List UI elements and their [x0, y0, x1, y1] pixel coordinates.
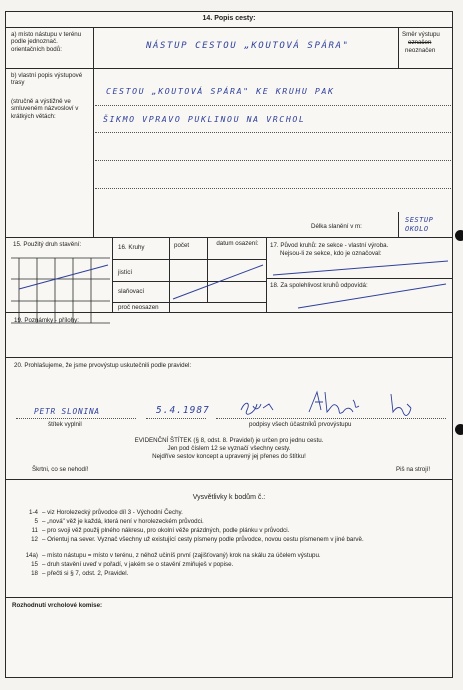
rings-row-rappel: slaňovací: [118, 288, 145, 295]
section-b-note: (stručně a výstižně ve smluveném názvosloví v krátkých větách:: [11, 98, 79, 120]
section-a-handwritten: NÁSTUP CESTOU „KOUTOVÁ SPÁRA": [146, 41, 350, 51]
section-17-strike: [268, 257, 450, 279]
participant-signatures: [231, 388, 431, 420]
legend-item-text: – viz Horolezecký průvodce díl 3 - Východní Čechy.: [42, 509, 183, 516]
form-date: 5.4.1987: [156, 405, 210, 416]
evidence-line-1: EVIDENČNÍ ŠTÍTEK (§ 8, odst. 8. Pravidel) je určen pro jednu cestu.: [134, 437, 324, 444]
strike-instruction: Škrtni, co se nehodí!: [32, 466, 89, 473]
rappel-length-value: SESTUP OKOLO: [405, 216, 434, 233]
direction-title: Směr výstupu: [402, 31, 440, 38]
route-description-form: [5, 11, 453, 678]
legend-item-number: 11: [31, 527, 38, 534]
direction-option-unmarked: neoznačen: [405, 47, 436, 54]
form-title: 14. Popis cesty:: [202, 15, 256, 22]
section-b-label: b) vlastní popis výstupové trasy: [11, 72, 83, 87]
filled-by-name: PETR SLONINA: [34, 407, 100, 416]
legend-list: [18, 509, 438, 579]
committee-label: Rozhodnutí vrcholové komise:: [12, 602, 103, 609]
signatures-caption: podpisy všech účastníků prvovýstupu: [249, 421, 352, 428]
rings-strike: [169, 259, 267, 303]
legend-item-number: 1-4: [29, 509, 38, 516]
section-a-label: a) místo nástupu v terénu podle jednoznač. orientačních bodů:: [11, 31, 82, 53]
typewriter-instruction: Piš na strojí!: [396, 466, 431, 473]
section-16-label: 16. Kruhy: [118, 244, 145, 251]
legend-item: [18, 536, 438, 552]
section-19-label: 19. Poznámky - přílohy:: [14, 317, 79, 324]
legend-item-text: – přečti si § 7, odst. 2, Pravidel.: [42, 570, 129, 577]
legend-item-number: 15: [31, 561, 38, 568]
section-18-label: 18. Za spolehlivost kruhů odpovídá:: [270, 282, 368, 289]
rappel-length-label: Délka slanění v m:: [311, 223, 362, 230]
section-17-label: 17. Původ kruhů: ze sekce - vlastní výroba.: [270, 242, 389, 249]
rings-count-header: počet: [174, 242, 190, 249]
section-b-handwritten-line1: CESTOU „KOUTOVÁ SPÁRA" KE KRUHU PAK: [106, 86, 335, 96]
rings-row-why-not: proč neosazen: [118, 304, 159, 311]
legend-item-text: – druh stavění uveď v pořadí, v jakém se o stavění zmiňuješ v popise.: [42, 561, 234, 568]
legend-item: [18, 552, 438, 561]
legend-item-text: – pro svoji věž použij plného nákresu, pro okolní věže prázdných, podle plánku v průvodci.: [42, 527, 290, 534]
legend-item-number: 18: [31, 570, 38, 577]
legend-item-text: – místo nástupu = místo v terénu, z něhož učiníš první (zajišťovaný) krok na skálu za účelem výstupu.: [42, 552, 321, 559]
legend-item-number: 5: [34, 518, 38, 525]
legend-item-number: 14a): [25, 552, 38, 559]
legend-item: [18, 509, 438, 518]
legend-item: [18, 527, 438, 536]
punch-hole: [455, 424, 463, 435]
rings-row-belay: jistící: [118, 269, 133, 276]
section-15-label: 15. Použitý druh stavění:: [13, 241, 82, 248]
section-18-strike: [268, 282, 450, 310]
rings-date-header: datum osazení:: [216, 240, 259, 247]
legend-item-text: – „nová" věž je každá, která není v horolezeckém průvodci.: [42, 518, 204, 525]
legend-item: [18, 518, 438, 527]
legend-item-text: – Orientuj na sever. Vyznač všechny už existující cesty písmeny podle průvodce, novou cestu písmenem v jiné barvě.: [42, 536, 364, 543]
filled-by-caption: štítek vyplnil: [48, 421, 82, 428]
evidence-line-2: Jen pod číslem 12 se vyznačí všechny cesty.: [167, 445, 291, 452]
section-20-label: 20. Prohlašujeme, že jsme prvovýstup uskutečnili podle pravidel:: [14, 362, 192, 369]
legend-item: [18, 561, 438, 570]
punch-hole: [455, 230, 463, 241]
legend-title: Vysvětlivky k bodům č.:: [192, 494, 266, 501]
legend-item-number: 12: [31, 536, 38, 543]
section-b-handwritten-line2: ŠIKMO VPRAVO PUKLINOU NA VRCHOL: [103, 114, 306, 124]
section-17-line2: Nejsou-li ze sekce, kdo je označoval:: [280, 250, 382, 257]
direction-option-marked: označen: [408, 39, 432, 46]
legend-item: [18, 570, 438, 579]
evidence-line-3: Nejdříve sestov koncept a upravený jej přenes do štítku!: [152, 453, 306, 460]
